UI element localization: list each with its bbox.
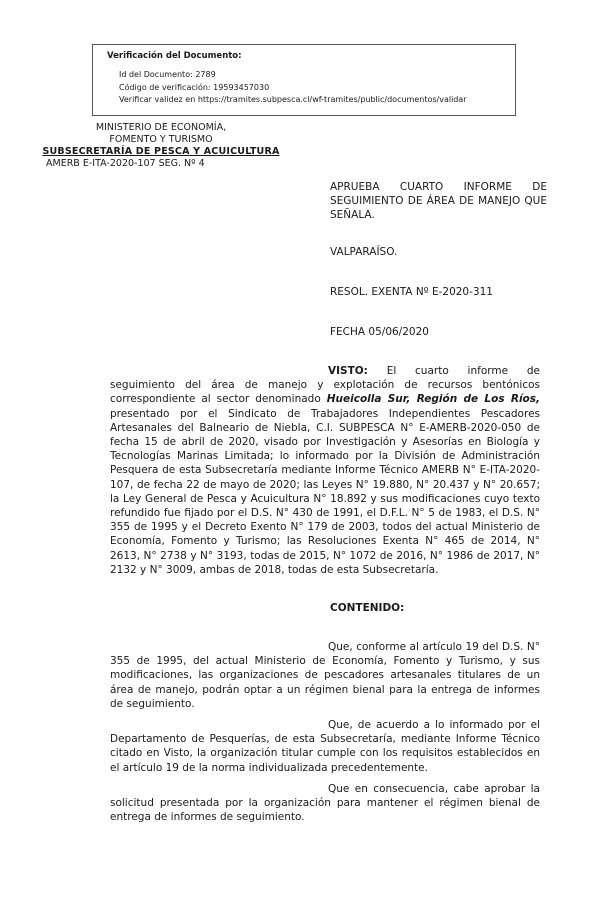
letterhead [36, 122, 286, 170]
visto-paragraph [110, 364, 540, 577]
subsecretaria-name: SUBSECRETARÍA DE PESCA Y ACUICULTURA [42, 146, 280, 157]
visto-label: VISTO: [328, 365, 368, 377]
contenido-paragraph-3 [110, 782, 540, 825]
resolution-title: APRUEBA CUARTO INFORME DE SEGUIMIENTO DE ÁREA DE MANEJO QUE SEÑALA. [330, 181, 547, 222]
verification-url[interactable]: • Verificar validez en https://tramites.subpesca.cl/wf-tramites/public/documentos/validar [119, 94, 507, 107]
verification-code: • Código de verificación: 19593457030 [119, 82, 507, 95]
resolution-number: RESOL. EXENTA Nº E-2020-311 [330, 286, 493, 298]
ministry-line1: MINISTERIO DE ECONOMÍA, [95, 122, 227, 133]
visto-text-a: El cuarto informe de seguimiento del área de manejo y explotación de recursos bentónicos correspondiente al sector denominado [110, 365, 540, 406]
contenido-p3-text: Que en consecuencia, cabe aprobar la solicitud presentada por la organización para mantener el régimen bienal de entrega de informes de seguimiento. [110, 783, 540, 824]
verification-list [107, 69, 507, 107]
visto-sector: Hueicolla Sur, Región de Los Ríos, [326, 393, 541, 406]
ministry-line2: FOMENTO Y TURISMO [109, 134, 213, 145]
document-reference: AMERB E-ITA-2020-107 SEG. Nº 4 [46, 158, 205, 169]
place: VALPARAÍSO. [330, 246, 398, 258]
contenido-p2-text: Que, de acuerdo a lo informado por el Departamento de Pesquerías, de esta Subsecretaría, mediante Informe Técnico citado en Visto, la organización titular cumple con los requisitos establecidos en el artículo 19 de la norma individualizada precedentemente. [110, 719, 540, 774]
contenido-paragraph-2 [110, 718, 540, 775]
contenido-p1-text: Que, conforme al artículo 19 del D.S. N° 355 de 1995, del actual Ministerio de Economía, Fomento y Turismo, y sus modificaciones, las organizaciones de pescadores artesanales titulares de un área de manejo, podrán optar a un régimen bienal para la entrega de informes de seguimiento. [110, 641, 540, 710]
contenido-paragraph-1 [110, 640, 540, 711]
verification-title: Verificación del Documento: [107, 51, 242, 61]
resolution-date: FECHA 05/06/2020 [330, 326, 429, 338]
verification-id: • Id del Documento: 2789 [119, 69, 507, 82]
contenido-heading: CONTENIDO: [330, 602, 405, 614]
verification-box [92, 44, 516, 116]
visto-text-b: presentado por el Sindicato de Trabajadores Independientes Pescadores Artesanales del Balneario de Niebla, C.I. SUBPESCA N° E-AMERB-2020-050 de fecha 15 de abril de 2020, visado por Investigación y Asesorías en Biología y Tecnologías Marinas Limitada; lo informado por la División de Administración Pesquera de esta Subsecretaría mediante Informe Técnico AMERB N° E-ITA-2020-107, de fecha 22 de mayo de 2020; las Leyes N° 19.880, N° 20.437 y N° 20.657; la Ley General de Pesca y Acuicultura N° 18.892 y sus modificaciones cuyo texto refundido fue fijado por el D.S. N° 430 de 1991, el D.F.L. N° 5 de 1983, el D.S. N° 355 de 1995 y el Decreto Exento N° 179 de 2003, todos del actual Ministerio de Economía, Fomento y Turismo; las Resoluciones Exenta N° 465 de 2014, N° 2613, N° 2738 y N° 3193, todas de 2015, N° 1072 de 2016, N° 1986 de 2017, N° 2132 y N° 3009, ambas de 2018, todas de esta Subsecretaría. [110, 407, 540, 576]
